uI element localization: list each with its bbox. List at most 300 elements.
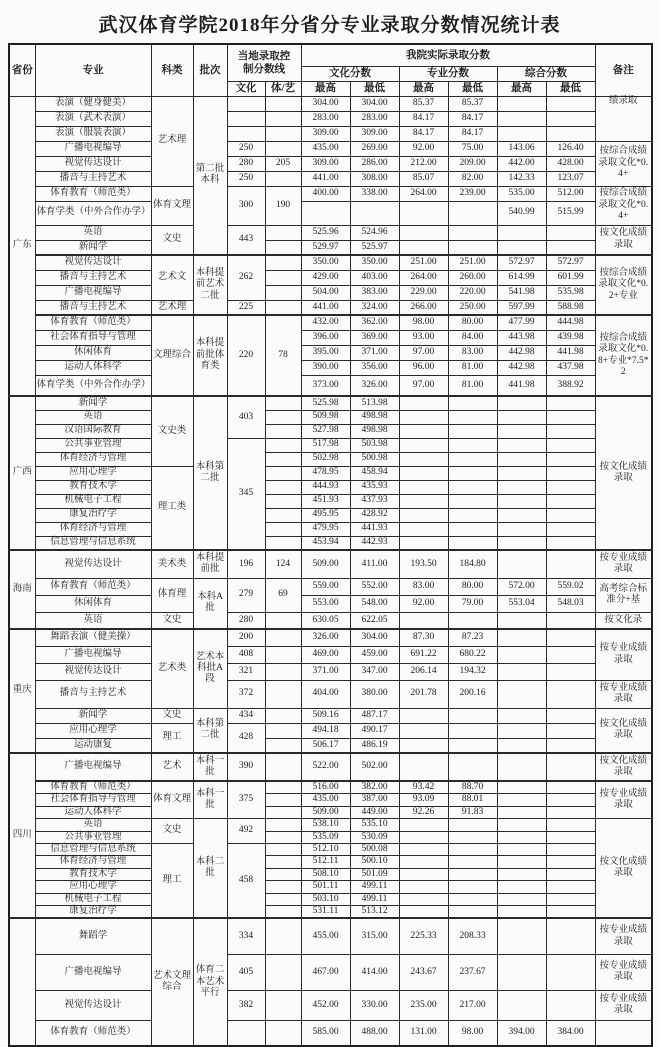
cell-remark: 按文化成绩录取 [595,396,652,550]
cell-com-max: 142.33 [497,171,546,186]
cell-com-min [546,240,595,255]
cell-cul-max: 516.00 [301,781,350,794]
cell-ctl-arts: 205 [265,156,301,171]
cell-pro-min: 88.70 [448,781,497,794]
cell-pro-max [399,831,448,843]
cell-pro-max [399,201,448,225]
cell-pro-max: 93.09 [399,794,448,806]
cell-cul-min: 356.00 [350,360,399,375]
cell-pro-max [399,753,448,781]
cell-pro-min [448,843,497,855]
cell-com-max: 394.00 [497,1020,546,1046]
cell-com-min [546,856,595,868]
cell-pro-min: 82.00 [448,171,497,186]
cell-ctl-arts [265,954,301,990]
cell-cul-min: 498.98 [350,424,399,438]
cell-pro-max: 201.78 [399,680,448,708]
cell-major: 体育教育（师范类） [35,315,151,330]
table-row [9,315,652,330]
cell-com-max [497,680,546,708]
table-row [9,612,652,629]
cell-remark: 按文化成绩录取 [595,819,652,919]
header-culture-min: 最低 [350,81,399,96]
cell-cul-min: 486.19 [350,738,399,753]
cell-major: 信息管理与信息系统 [35,843,151,855]
cell-major: 广播电视编导 [35,646,151,663]
cell-province: 海南 [9,550,35,629]
cell-pro-max [399,410,448,424]
cell-com-min [546,480,595,494]
cell-cul-max: 495.95 [301,508,350,522]
cell-com-max [497,452,546,466]
cell-major: 英语 [35,612,151,629]
cell-cul-max: 506.17 [301,738,350,753]
cell-cul-max: 630.05 [301,612,350,629]
cell-com-max [497,781,546,794]
cell-remark: 按专业成绩录取 [595,918,652,954]
cell-category: 艺术文 [151,255,193,300]
cell-category: 艺术理 [151,96,193,186]
cell-pro-max [399,905,448,918]
cell-ctl-culture: 225 [227,300,265,315]
table-row [9,300,652,315]
cell-cul-min: 350.00 [350,255,399,270]
cell-ctl-arts [265,225,301,240]
cell-major: 教育技术学 [35,868,151,880]
cell-major: 休闲体育 [35,345,151,360]
cell-cul-max: 444.93 [301,480,350,494]
cell-ctl-arts: 124 [265,550,301,578]
cell-major: 体育经济与管理 [35,452,151,466]
cell-cul-min: 324.00 [350,300,399,315]
cell-cul-max: 469.00 [301,646,350,663]
cell-pro-max: 229.00 [399,285,448,300]
table-row [9,893,652,905]
cell-com-min: 126.40 [546,141,595,156]
cell-cul-max: 531.11 [301,905,350,918]
cell-cul-min [350,201,399,225]
cell-com-max: 614.99 [497,270,546,285]
header-comprehensive-score: 综合分数 [497,66,595,81]
cell-com-min [546,918,595,954]
cell-cul-min: 552.00 [350,578,399,595]
header-ctl-sports-arts: 体/艺 [265,81,301,96]
cell-major: 视觉传达设计 [35,156,151,171]
cell-cul-max: 527.98 [301,424,350,438]
cell-remark: 按专业成绩录取 [595,629,652,680]
cell-major: 机械电子工程 [35,893,151,905]
cell-remark: 按文化成绩录取 [595,708,652,753]
cell-cul-max: 525.98 [301,396,350,410]
cell-cul-min: 500.98 [350,452,399,466]
cell-ctl-arts [265,663,301,680]
cell-cul-max: 309.00 [301,156,350,171]
cell-province: 重庆 [9,629,35,753]
cell-remark: 按综合成绩录取文化*0.4+ [595,186,652,225]
cell-ctl-culture: 443 [227,225,265,255]
cell-pro-max: 251.00 [399,255,448,270]
table-row [9,360,652,375]
cell-ctl-culture: 492 [227,819,265,844]
header-local-control-line [227,44,301,81]
cell-pro-max: 84.17 [399,111,448,126]
cell-major: 视觉传达设计 [35,255,151,270]
cell-com-max [497,438,546,452]
cell-category: 体育文理 [151,186,193,225]
cell-com-min [546,753,595,781]
cell-pro-min: 91.83 [448,806,497,818]
cell-cul-max: 517.98 [301,438,350,452]
cell-cul-min: 441.93 [350,522,399,536]
cell-com-max: 442.98 [497,345,546,360]
cell-ctl-arts [265,466,301,480]
cell-com-min [546,396,595,410]
cell-com-min: 601.99 [546,270,595,285]
cell-com-max [497,612,546,629]
cell-major: 表演（服装表演） [35,126,151,141]
cell-pro-min [448,480,497,494]
cell-cul-max: 396.00 [301,330,350,345]
cell-remark: 按文化成绩录取 [595,753,652,781]
cell-province: 广东 [9,96,35,396]
cell-cul-max: 501.11 [301,881,350,893]
cell-pro-min [448,494,497,508]
cell-com-min [546,522,595,536]
cell-cul-max: 404.00 [301,680,350,708]
header-major: 专业 [35,44,151,96]
table-row [9,255,652,270]
cell-cul-min: 500.10 [350,856,399,868]
cell-pro-min [448,201,497,225]
cell-com-min [546,723,595,738]
cell-major: 信息管理与信息系统 [35,536,151,550]
cell-pro-max [399,396,448,410]
cell-com-max: 477.99 [497,315,546,330]
cell-com-min [546,738,595,753]
cell-cul-max: 522.00 [301,753,350,781]
cell-com-max [497,868,546,880]
cell-cul-min: 490.17 [350,723,399,738]
cell-cul-max: 509.00 [301,550,350,578]
cell-com-max [497,708,546,723]
cell-cul-max: 309.00 [301,126,350,141]
table-row [9,990,652,1020]
cell-cul-max: 494.18 [301,723,350,738]
cell-remark: 按专业成绩录取 [595,781,652,819]
cell-cul-max: 400.00 [301,186,350,201]
cell-cul-max: 525.96 [301,225,350,240]
cell-pro-min: 217.00 [448,990,497,1020]
cell-cul-max: 512.11 [301,856,350,868]
cell-com-min [546,905,595,918]
cell-com-max [497,508,546,522]
cell-cul-max: 451.93 [301,494,350,508]
cell-cul-max: 509.16 [301,708,350,723]
cell-com-max [497,126,546,141]
cell-category: 文史 [151,612,193,629]
table-row [9,753,652,781]
cell-remark: 按文化录 [595,612,652,629]
cell-ctl-culture: 280 [227,612,265,629]
cell-pro-max [399,225,448,240]
cell-major: 新闻学 [35,240,151,255]
cell-cul-max: 509.98 [301,410,350,424]
cell-com-max [497,225,546,240]
table-row [9,918,652,954]
cell-ctl-arts [265,905,301,918]
cell-ctl-arts [265,522,301,536]
cell-com-min [546,954,595,990]
cell-pro-min [448,225,497,240]
table-row [9,536,652,550]
table-row [9,905,652,918]
cell-major: 休闲体育 [35,595,151,612]
cell-cul-max: 467.00 [301,954,350,990]
cell-cul-min: 535.10 [350,819,399,831]
cell-major: 运动人体科学 [35,806,151,818]
cell-cul-max: 512.10 [301,843,350,855]
cell-major: 播音与主持艺术 [35,171,151,186]
cell-cul-max: 553.00 [301,595,350,612]
cell-major: 汉语国际教育 [35,424,151,438]
cell-category: 艺术理 [151,300,193,315]
cell-com-max [497,819,546,831]
cell-cul-min: 449.00 [350,806,399,818]
cell-major: 机械电子工程 [35,494,151,508]
cell-pro-max: 85.07 [399,171,448,186]
cell-cul-max: 452.00 [301,990,350,1020]
cell-ctl-arts [265,141,301,156]
cell-major: 体育教育（师范类） [35,781,151,794]
table-row [9,375,652,396]
table-row [9,738,652,753]
cell-remark: 按专业成绩录取 [595,954,652,990]
cell-ctl-culture [227,1020,265,1046]
cell-category: 体育理 [151,578,193,612]
cell-pro-min: 209.00 [448,156,497,171]
cell-com-max [497,410,546,424]
cell-ctl-culture: 375 [227,781,265,819]
cell-ctl-culture [227,96,265,111]
table-row [9,646,652,663]
cell-cul-min: 371.00 [350,345,399,360]
cell-com-max [497,466,546,480]
table-row [9,550,652,578]
cell-com-max: 540.99 [497,201,546,225]
table-row [9,270,652,285]
cell-remark: 绩录取 [595,96,652,141]
cell-ctl-culture: 262 [227,255,265,300]
cell-ctl-arts [265,96,301,111]
cell-major: 播音与主持艺术 [35,300,151,315]
cell-batch: 第二批本科 [193,96,227,255]
cell-remark: 按文化成绩录取 [595,225,652,255]
cell-ctl-culture: 280 [227,156,265,171]
table-row [9,225,652,240]
header-professional-min: 最低 [448,81,497,96]
cell-ctl-culture: 220 [227,315,265,396]
cell-category: 文史 [151,819,193,844]
cell-ctl-culture: 279 [227,578,265,612]
cell-com-min [546,550,595,578]
table-header [9,44,652,96]
cell-major: 播音与主持艺术 [35,270,151,285]
cell-com-max [497,240,546,255]
cell-major: 运动康复 [35,738,151,753]
cell-com-min [546,126,595,141]
table-row [9,410,652,424]
table-row [9,96,652,111]
cell-pro-min: 75.00 [448,141,497,156]
cell-com-min: 512.00 [546,186,595,201]
cell-cul-min: 382.00 [350,781,399,794]
cell-major: 应用心理学 [35,723,151,738]
table-row [9,186,652,201]
table-row [9,819,652,831]
table-row [9,708,652,723]
cell-pro-max [399,708,448,723]
cell-category: 美术类 [151,550,193,578]
cell-pro-min: 80.00 [448,315,497,330]
cell-ctl-arts [265,868,301,880]
cell-ctl-arts [265,111,301,126]
cell-com-max [497,843,546,855]
cell-cul-max: 429.00 [301,270,350,285]
cell-pro-min [448,438,497,452]
cell-ctl-culture: 405 [227,954,265,990]
cell-category: 文史 [151,225,193,255]
cell-com-min [546,831,595,843]
table-row [9,466,652,480]
cell-ctl-arts [265,285,301,300]
cell-com-max [497,806,546,818]
cell-cul-min: 622.05 [350,612,399,629]
cell-major: 运动人体科学 [35,360,151,375]
cell-com-max [497,96,546,111]
cell-com-max: 535.00 [497,186,546,201]
cell-pro-min: 79.00 [448,595,497,612]
cell-ctl-culture: 250 [227,141,265,156]
cell-major: 应用心理学 [35,881,151,893]
cell-pro-min: 208.33 [448,918,497,954]
cell-pro-max: 266.00 [399,300,448,315]
table-row [9,868,652,880]
cell-ctl-arts: 78 [265,315,301,396]
cell-ctl-arts [265,270,301,285]
table-row [9,723,652,738]
cell-ctl-arts: 190 [265,186,301,225]
cell-pro-max: 243.67 [399,954,448,990]
cell-com-max: 572.00 [497,578,546,595]
cell-pro-max: 225.33 [399,918,448,954]
cell-cul-max: 478.95 [301,466,350,480]
cell-com-min [546,452,595,466]
cell-com-max [497,536,546,550]
cell-batch: 本科提前批 [193,550,227,578]
cell-pro-max [399,536,448,550]
cell-province [9,918,35,1046]
cell-major: 新闻学 [35,708,151,723]
cell-major: 公共事业管理 [35,438,151,452]
cell-ctl-arts [265,424,301,438]
cell-category: 艺术文理综合 [151,918,193,1046]
document-page [0,10,659,1036]
cell-category: 体育文理 [151,781,193,819]
cell-category: 文史类 [151,396,193,466]
cell-com-min: 548.03 [546,595,595,612]
cell-pro-min: 87.23 [448,629,497,646]
table-row [9,141,652,156]
cell-com-min: 384.00 [546,1020,595,1046]
cell-ctl-arts [265,1020,301,1046]
cell-major: 广播电视编导 [35,753,151,781]
cell-major: 视觉传达设计 [35,663,151,680]
cell-com-max: 443.98 [497,330,546,345]
cell-pro-max: 92.00 [399,141,448,156]
header-comprehensive-max: 最高 [497,81,546,96]
cell-ctl-arts [265,480,301,494]
cell-pro-max [399,893,448,905]
cell-com-min: 444.98 [546,315,595,330]
cell-pro-min: 81.00 [448,360,497,375]
cell-major: 社会体育指导与管理 [35,330,151,345]
cell-cul-max: 529.97 [301,240,350,255]
cell-com-max: 441.98 [497,375,546,396]
cell-major: 表演（武术表演） [35,111,151,126]
cell-major: 康复治疗学 [35,905,151,918]
cell-pro-max: 235.00 [399,990,448,1020]
cell-ctl-arts [265,819,301,831]
cell-cul-max: 435.00 [301,141,350,156]
table-row [9,494,652,508]
cell-category: 艺术类 [151,629,193,708]
header-culture-max: 最高 [301,81,350,96]
cell-major: 新闻学 [35,396,151,410]
cell-com-max [497,522,546,536]
cell-pro-min: 80.00 [448,578,497,595]
cell-pro-min: 88.01 [448,794,497,806]
cell-ctl-arts [265,856,301,868]
cell-ctl-culture: 458 [227,843,265,918]
admission-score-table [8,43,653,1047]
cell-pro-min [448,424,497,438]
cell-batch: 本科第二批 [193,708,227,753]
table-row [9,508,652,522]
cell-cul-min: 548.00 [350,595,399,612]
cell-ctl-arts [265,990,301,1020]
cell-cul-min: 308.00 [350,171,399,186]
cell-com-max [497,738,546,753]
cell-pro-max: 98.00 [399,315,448,330]
cell-ctl-culture: 390 [227,753,265,781]
cell-pro-max [399,843,448,855]
cell-cul-min: 286.00 [350,156,399,171]
cell-com-max [497,396,546,410]
cell-com-min: 588.98 [546,300,595,315]
header-remark: 备注 [595,44,652,96]
cell-cul-max: 559.00 [301,578,350,595]
cell-major: 英语 [35,819,151,831]
cell-ctl-arts [265,708,301,723]
cell-com-max [497,723,546,738]
cell-com-min [546,508,595,522]
cell-com-min [546,410,595,424]
cell-pro-min [448,466,497,480]
cell-pro-max [399,738,448,753]
cell-remark: 按综合成绩录取文化*0.2+专业 [595,255,652,315]
cell-cul-max: 441.00 [301,171,350,186]
cell-cul-min: 309.00 [350,126,399,141]
